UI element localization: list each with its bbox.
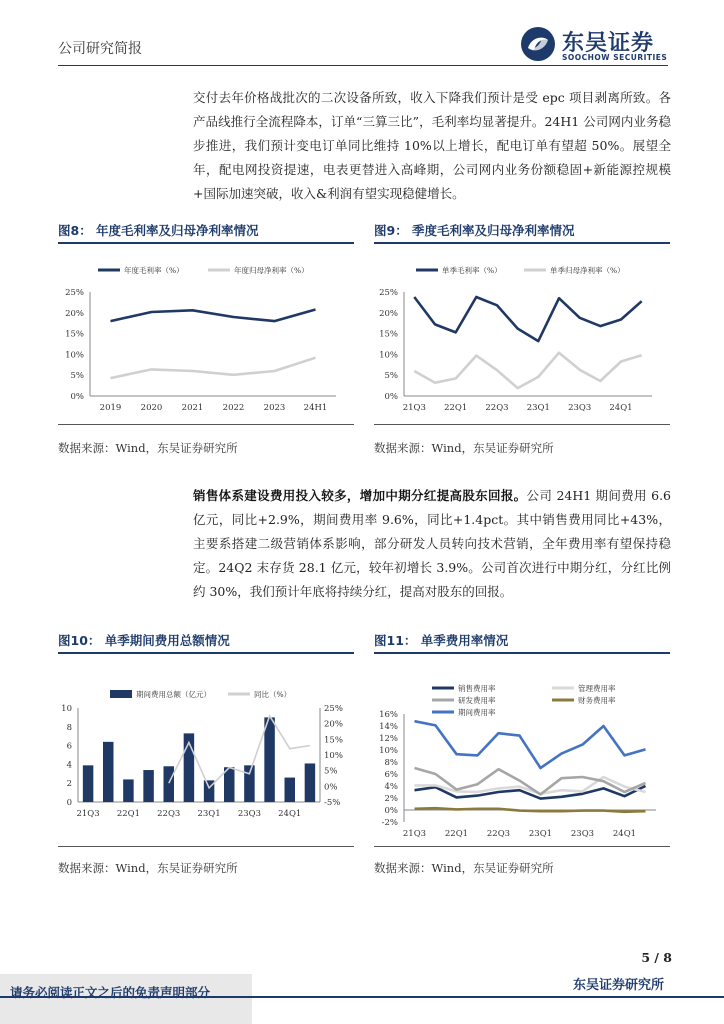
x-tick-label: 2019 — [99, 403, 122, 413]
y-tick-label: -2% — [381, 818, 398, 828]
logo-chinese-name: 东吴证券 — [562, 31, 655, 56]
report-type-label: 公司研究简报 — [58, 41, 142, 57]
y-tick-label: 5% — [384, 371, 398, 382]
y-tick-label: 10% — [65, 350, 84, 361]
series-line — [414, 353, 641, 388]
logo-mark-icon — [520, 26, 556, 62]
x-tick-label: 2020 — [140, 403, 163, 413]
bar — [305, 763, 315, 802]
y-left-tick-label: 10 — [61, 704, 72, 714]
bar — [224, 767, 234, 802]
logo-english-name: SOOCHOW SECURITIES — [562, 53, 668, 62]
disclaimer-notice: 请务必阅读正文之后的免责声明部分 — [10, 985, 211, 1000]
company-logo — [520, 26, 680, 66]
x-tick-label: 24Q1 — [612, 829, 637, 839]
y-tick-label: 15% — [379, 329, 398, 340]
x-tick-label: 2021 — [181, 403, 204, 413]
series-line — [111, 358, 316, 378]
bar — [164, 766, 174, 802]
legend-label: 管理费用率 — [578, 684, 616, 693]
x-tick-label: 21Q3 — [76, 809, 100, 819]
y-tick-label: 20% — [379, 308, 398, 319]
figure-11-chart — [374, 656, 670, 846]
legend-swatch — [110, 690, 132, 698]
x-tick-label: 22Q3 — [157, 809, 181, 819]
x-tick-label: 24H1 — [303, 403, 328, 413]
x-tick-label: 21Q3 — [402, 829, 427, 839]
bar — [83, 765, 93, 802]
y-right-tick-label: 20% — [324, 719, 343, 730]
x-tick-label: 2023 — [263, 403, 286, 413]
x-tick-label: 22Q1 — [444, 829, 469, 839]
figure-10 — [58, 630, 354, 654]
x-tick-label: 22Q1 — [116, 809, 141, 819]
paragraph-2-body: 公司 24H1 期间费用 6.6 亿元，同比+2.9%，期间费用率 9.6%，同比+1.4pct。其中销售费用同比+43%，主要系搭建二级营销体系影响，部分研发人员转向技术营销，全年费用率有望保持稳定。24Q2 末存货 28.1 亿元，较年初增长 3.9%。公司首次进行中期分红，分红比例约 30%，我们预计年底将持续分红，提高对股东的回报。 — [193, 488, 671, 599]
y-right-tick-label: 25% — [324, 704, 343, 714]
legend-label: 年度归母净利率（%） — [234, 266, 309, 275]
x-tick-label: 2022 — [222, 403, 245, 413]
bar — [264, 717, 274, 802]
series-line — [415, 808, 646, 812]
legend-label: 同比（%） — [254, 690, 292, 699]
page-number: 5 / 8 — [641, 950, 672, 965]
paragraph-2-lead: 销售体系建设费用投入较多，增加中期分红提高股东回报。 — [193, 488, 527, 503]
x-tick-label: 23Q3 — [237, 809, 262, 819]
figure-8-chart — [58, 246, 354, 424]
y-tick-label: 20% — [65, 308, 84, 319]
y-tick-label: 2% — [384, 794, 398, 804]
y-right-tick-label: 5% — [324, 766, 338, 777]
figure-9-title: 图9： 季度毛利率及归母净利率情况 — [374, 223, 575, 238]
figure-9-source: 数据来源：Wind，东吴证券研究所 — [374, 441, 554, 455]
x-tick-label: 23Q3 — [568, 403, 592, 413]
x-tick-label: 24Q1 — [609, 403, 633, 413]
x-tick-label: 22Q1 — [444, 403, 468, 413]
x-tick-label: 23Q1 — [526, 403, 550, 413]
y-right-tick-label: 15% — [324, 735, 343, 746]
y-tick-label: 0% — [384, 806, 398, 816]
y-tick-label: 12% — [379, 734, 398, 744]
y-tick-label: 25% — [379, 288, 398, 298]
x-tick-label: 24Q1 — [278, 809, 302, 819]
figure-10-title: 图10： 单季期间费用总额情况 — [58, 633, 230, 648]
y-right-tick-label: -5% — [324, 798, 341, 808]
body-paragraph-1: 交付去年价格战批次的二次设备所致，收入下降我们预计是受 epc 项目剥离所致。各产品线推行全流程降本，订单“三算三比”，毛利率均显著提升。24H1 公司网内业务稳步推进，我们预计变电订单同比维持 10%以上增长，配电订单有望超 50%。展望全年，配电网投资提速，电表更替进入高峰期，公司网内业务份额稳固+新能源控规模+国际加速突破，收入&利润有望实现稳健增长。 — [193, 90, 671, 201]
figure-11-title: 图11： 单季费用率情况 — [374, 633, 509, 648]
figure-8 — [58, 220, 354, 244]
y-right-tick-label: 0% — [324, 782, 338, 793]
y-left-tick-label: 6 — [66, 741, 72, 752]
y-left-tick-label: 0 — [66, 798, 72, 808]
legend-label: 研发费用率 — [458, 696, 496, 705]
x-tick-label: 21Q3 — [402, 403, 426, 413]
y-tick-label: 14% — [379, 722, 398, 732]
figure-10-source: 数据来源：Wind，东吴证券研究所 — [58, 861, 238, 875]
y-tick-label: 0% — [384, 392, 398, 402]
x-tick-label: 22Q3 — [486, 829, 511, 839]
bar — [123, 779, 133, 802]
legend-label: 单季毛利率（%） — [442, 266, 502, 275]
y-tick-label: 10% — [379, 746, 398, 756]
figure-8-title: 图8： 年度毛利率及归母净利率情况 — [58, 223, 259, 238]
bar — [244, 765, 254, 802]
figure-8-source: 数据来源：Wind，东吴证券研究所 — [58, 441, 238, 455]
header-divider — [58, 65, 668, 66]
y-tick-label: 16% — [379, 710, 398, 720]
bar — [143, 770, 153, 802]
legend-label: 销售费用率 — [458, 684, 496, 693]
figure-9-chart — [374, 246, 670, 424]
series-line — [414, 297, 641, 341]
figure-9 — [374, 220, 670, 244]
legend-label: 单季归母净利率（%） — [550, 266, 625, 275]
y-tick-label: 6% — [384, 770, 398, 780]
legend-label: 年度毛利率（%） — [124, 266, 184, 275]
y-left-tick-label: 2 — [66, 779, 72, 790]
x-tick-label: 22Q3 — [485, 403, 509, 413]
legend-label: 期间费用率 — [458, 708, 496, 717]
legend-label: 期间费用总额（亿元） — [136, 690, 211, 699]
x-tick-label: 23Q3 — [570, 829, 595, 839]
y-tick-label: 15% — [65, 329, 84, 340]
y-left-tick-label: 4 — [66, 760, 72, 771]
y-left-tick-label: 8 — [66, 722, 72, 733]
y-tick-label: 8% — [384, 758, 398, 768]
figure-11-source: 数据来源：Wind，东吴证券研究所 — [374, 861, 554, 875]
legend-label: 财务费用率 — [578, 696, 616, 705]
body-paragraph-2 — [193, 484, 671, 604]
x-tick-label: 23Q1 — [197, 809, 221, 819]
bar — [285, 778, 295, 802]
figure-10-chart — [58, 656, 354, 846]
x-tick-label: 23Q1 — [528, 829, 553, 839]
figure-11 — [374, 630, 670, 654]
series-line — [111, 310, 316, 322]
y-right-tick-label: 10% — [324, 751, 343, 761]
y-tick-label: 25% — [65, 288, 84, 298]
bar — [103, 742, 113, 802]
y-tick-label: 0% — [70, 392, 84, 402]
y-tick-label: 10% — [379, 350, 398, 361]
footer-institute: 东吴证券研究所 — [572, 978, 664, 993]
series-line — [415, 721, 646, 768]
y-tick-label: 4% — [384, 782, 398, 792]
y-tick-label: 5% — [70, 371, 84, 382]
